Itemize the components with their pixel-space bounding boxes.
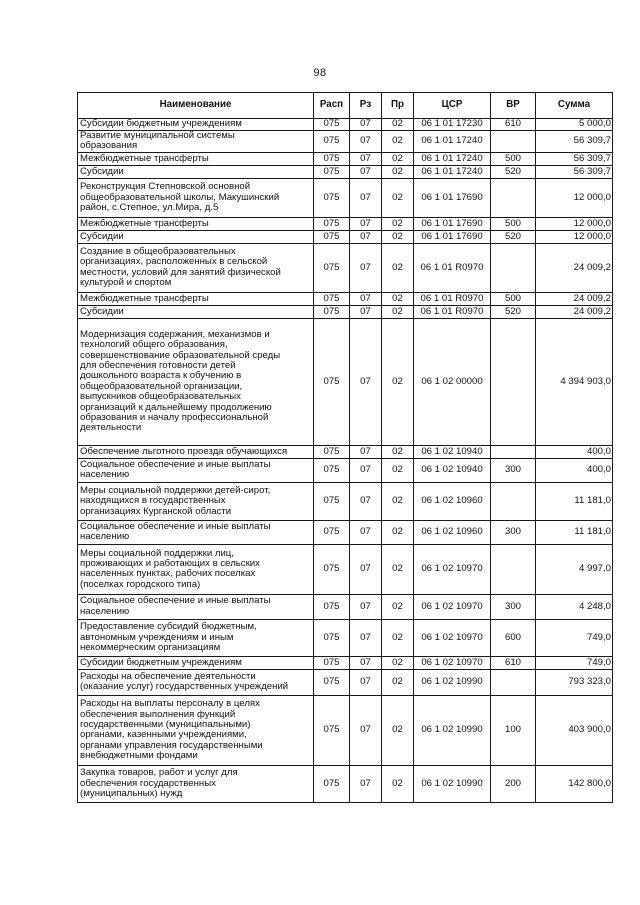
cell-name (78, 305, 314, 318)
cell-name (78, 217, 314, 230)
cell-sum: 403 900,0 (536, 695, 613, 765)
cell-name (78, 458, 314, 482)
cell-sum: 24 009,2 (536, 243, 613, 292)
cell-sum: 56 309,7 (536, 165, 613, 178)
cell-name-line: автономным учреждениям и иным (80, 631, 234, 643)
cell-rasp: 075 (314, 318, 350, 445)
cell-rasp: 075 (314, 131, 350, 153)
cell-name-line: общеобразовательной организации, (80, 380, 243, 392)
header-rz: Рз (350, 93, 382, 119)
cell-sum: 5 000,0 (536, 119, 613, 131)
cell-pr: 02 (382, 217, 414, 230)
cell-rasp: 075 (314, 230, 350, 243)
cell-name-line: Социальное обеспечение и иные выплаты (80, 520, 271, 532)
cell-name-line: Предоставление субсидий бюджетным, (80, 621, 257, 633)
cell-vr (491, 318, 536, 445)
table-header-row (78, 93, 613, 119)
cell-name-line: Межбюджетные трансферты (80, 292, 209, 304)
cell-sum: 4 248,0 (536, 594, 613, 619)
cell-pr: 02 (382, 318, 414, 445)
table-row (78, 243, 613, 292)
header-rasp: Расп (314, 93, 350, 119)
cell-rz: 07 (350, 318, 382, 445)
cell-name-line: Межбюджетные трансферты (80, 217, 209, 229)
table-row (78, 165, 613, 178)
cell-vr (491, 544, 536, 594)
cell-name-line: некоммерческим организациям (80, 642, 221, 654)
cell-sum: 12 000,0 (536, 230, 613, 243)
cell-rasp: 075 (314, 445, 350, 458)
cell-rz: 07 (350, 520, 382, 544)
cell-name-line: государственными (муниципальными) (80, 718, 251, 730)
cell-name (78, 695, 314, 765)
cell-pr: 02 (382, 178, 414, 217)
budget-table (77, 92, 613, 803)
cell-rasp: 075 (314, 482, 350, 520)
cell-vr: 600 (491, 619, 536, 656)
table-row (78, 619, 613, 656)
cell-name (78, 152, 314, 165)
table-row (78, 695, 613, 765)
cell-name-line: Закупка товаров, работ и услуг для (80, 767, 238, 779)
cell-csr: 06 1 01 17230 (414, 119, 491, 131)
cell-rz: 07 (350, 152, 382, 165)
cell-csr: 06 1 02 10940 (414, 458, 491, 482)
cell-sum: 56 309,7 (536, 131, 613, 153)
cell-csr: 06 1 02 10970 (414, 619, 491, 656)
cell-name-line: Субсидии (80, 305, 124, 317)
cell-pr: 02 (382, 165, 414, 178)
cell-name-line: организациях, расположенных в сельской (80, 256, 268, 268)
table-row (78, 217, 613, 230)
cell-pr: 02 (382, 765, 414, 802)
cell-rasp: 075 (314, 544, 350, 594)
cell-name-line: (муниципальных) нужд (80, 788, 183, 800)
cell-sum: 749,0 (536, 619, 613, 656)
cell-rz: 07 (350, 230, 382, 243)
cell-rasp: 075 (314, 695, 350, 765)
cell-vr: 520 (491, 165, 536, 178)
cell-rz: 07 (350, 656, 382, 669)
table-row (78, 230, 613, 243)
cell-rz: 07 (350, 482, 382, 520)
cell-vr (491, 482, 536, 520)
cell-vr: 520 (491, 305, 536, 318)
cell-name-line: Развитие муниципальной системы (80, 130, 235, 141)
header-sum: Сумма (536, 93, 613, 119)
table-row (78, 178, 613, 217)
cell-name-line: выпускников общеобразовательных (80, 391, 241, 403)
cell-name (78, 669, 314, 695)
table-row (78, 458, 613, 482)
cell-name-line: Обеспечение льготного проезда обучающихся (80, 445, 288, 457)
table-row (78, 544, 613, 594)
cell-rasp: 075 (314, 656, 350, 669)
cell-csr: 06 1 01 R0970 (414, 305, 491, 318)
cell-pr: 02 (382, 152, 414, 165)
cell-csr: 06 1 02 10970 (414, 594, 491, 619)
table-row (78, 445, 613, 458)
cell-csr: 06 1 01 R0970 (414, 292, 491, 305)
cell-vr: 300 (491, 458, 536, 482)
cell-pr: 02 (382, 445, 414, 458)
cell-pr: 02 (382, 305, 414, 318)
cell-rz: 07 (350, 292, 382, 305)
cell-rz: 07 (350, 243, 382, 292)
cell-name-line: населению (80, 469, 130, 481)
cell-csr: 06 1 01 R0970 (414, 243, 491, 292)
cell-name (78, 230, 314, 243)
cell-pr: 02 (382, 520, 414, 544)
cell-sum: 56 309,7 (536, 152, 613, 165)
cell-rasp: 075 (314, 669, 350, 695)
header-vr: ВР (491, 93, 536, 119)
cell-name-line: Субсидии (80, 230, 124, 242)
cell-rasp: 075 (314, 152, 350, 165)
cell-csr: 06 1 01 17240 (414, 131, 491, 153)
table-row (78, 131, 613, 153)
cell-sum: 4 997,0 (536, 544, 613, 594)
cell-name (78, 119, 314, 131)
cell-name-line: образования и началу профессиональной (80, 412, 269, 424)
cell-pr: 02 (382, 458, 414, 482)
header-name: Наименование (78, 93, 314, 119)
cell-rz: 07 (350, 445, 382, 458)
cell-name (78, 765, 314, 802)
cell-name-line: обеспечения государственных (80, 777, 216, 789)
cell-pr: 02 (382, 243, 414, 292)
cell-rz: 07 (350, 765, 382, 802)
table-row (78, 152, 613, 165)
cell-vr: 500 (491, 292, 536, 305)
cell-rz: 07 (350, 119, 382, 131)
cell-name (78, 619, 314, 656)
cell-name-line: Субсидии бюджетным учреждениям (80, 656, 242, 668)
cell-sum: 11 181,0 (536, 520, 613, 544)
cell-rz: 07 (350, 217, 382, 230)
cell-rasp: 075 (314, 305, 350, 318)
cell-pr: 02 (382, 669, 414, 695)
cell-csr: 06 1 02 00000 (414, 318, 491, 445)
cell-pr: 02 (382, 619, 414, 656)
cell-sum: 12 000,0 (536, 178, 613, 217)
cell-name-line: Создание в общеобразовательных (80, 246, 236, 257)
cell-vr (491, 669, 536, 695)
cell-name-line: населенных пунктах, рабочих поселках (80, 568, 256, 580)
cell-name-line: находящихся в государственных (80, 495, 226, 507)
cell-name-line: Меры социальной поддержки детей-сирот, (80, 484, 271, 496)
cell-name (78, 520, 314, 544)
cell-rz: 07 (350, 619, 382, 656)
cell-name-line: Расходы на выплаты персоналу в целях (80, 698, 260, 710)
cell-pr: 02 (382, 131, 414, 153)
cell-csr: 06 1 02 10990 (414, 695, 491, 765)
cell-vr: 500 (491, 217, 536, 230)
cell-name-line: Субсидии бюджетным учреждениям (80, 118, 242, 130)
cell-rasp: 075 (314, 520, 350, 544)
cell-name (78, 243, 314, 292)
cell-csr: 06 1 01 17690 (414, 230, 491, 243)
cell-pr: 02 (382, 656, 414, 669)
cell-sum: 4 394 903,0 (536, 318, 613, 445)
cell-pr: 02 (382, 230, 414, 243)
cell-pr: 02 (382, 594, 414, 619)
cell-name (78, 178, 314, 217)
cell-csr: 06 1 01 17690 (414, 178, 491, 217)
cell-vr: 610 (491, 119, 536, 131)
cell-vr (491, 243, 536, 292)
cell-rz: 07 (350, 458, 382, 482)
cell-vr (491, 131, 536, 153)
cell-csr: 06 1 02 10970 (414, 656, 491, 669)
cell-name-line: (поселках городского типа) (80, 578, 201, 590)
cell-name-line: местности, условий для занятий физической (80, 266, 281, 278)
cell-name (78, 318, 314, 445)
cell-csr: 06 1 02 10940 (414, 445, 491, 458)
table-row (78, 119, 613, 131)
cell-name-line: Меры социальной поддержки лиц, (80, 547, 234, 559)
cell-name-line: Межбюджетные трансферты (80, 152, 209, 164)
cell-rasp: 075 (314, 178, 350, 217)
cell-name-line: культурой и спортом (80, 277, 172, 289)
table-row (78, 318, 613, 445)
cell-name-line: обеспечения выполнения функций (80, 708, 236, 720)
cell-name (78, 131, 314, 153)
cell-name (78, 165, 314, 178)
cell-sum: 24 009,2 (536, 292, 613, 305)
cell-rz: 07 (350, 165, 382, 178)
cell-name-line: внебюджетными фондами (80, 750, 198, 762)
cell-pr: 02 (382, 119, 414, 131)
cell-name-line: деятельности (80, 422, 142, 434)
cell-csr: 06 1 01 17240 (414, 165, 491, 178)
cell-csr: 06 1 02 10990 (414, 669, 491, 695)
cell-rasp: 075 (314, 119, 350, 131)
cell-name (78, 445, 314, 458)
cell-name (78, 482, 314, 520)
cell-name-line: технологий общего образования, (80, 339, 228, 351)
cell-vr: 200 (491, 765, 536, 802)
cell-vr: 610 (491, 656, 536, 669)
header-csr: ЦСР (414, 93, 491, 119)
table-row (78, 594, 613, 619)
cell-sum: 793 323,0 (536, 669, 613, 695)
table-row (78, 520, 613, 544)
cell-vr (491, 178, 536, 217)
cell-rz: 07 (350, 695, 382, 765)
cell-name-line: Реконструкция Степновской основной (80, 181, 251, 193)
cell-name (78, 656, 314, 669)
cell-name-line: проживающих и работающих в сельских (80, 557, 260, 569)
table-row (78, 669, 613, 695)
cell-name-line: общеобразовательной школы, Макушинский (80, 191, 280, 203)
cell-name-line: совершенствование образовательной среды (80, 349, 281, 361)
cell-name-line: населению (80, 605, 130, 617)
cell-rasp: 075 (314, 619, 350, 656)
cell-rasp: 075 (314, 765, 350, 802)
cell-name-line: Субсидии (80, 165, 124, 177)
table-row (78, 656, 613, 669)
cell-sum: 11 181,0 (536, 482, 613, 520)
cell-rasp: 075 (314, 217, 350, 230)
cell-sum: 12 000,0 (536, 217, 613, 230)
cell-vr: 100 (491, 695, 536, 765)
cell-vr: 300 (491, 520, 536, 544)
table-body (78, 119, 613, 803)
cell-name-line: (оказание услуг) государственных учреждений (80, 681, 289, 693)
table-row (78, 292, 613, 305)
cell-sum: 24 009,2 (536, 305, 613, 318)
cell-sum: 142 800,0 (536, 765, 613, 802)
table-row (78, 482, 613, 520)
cell-csr: 06 1 02 10990 (414, 765, 491, 802)
cell-name-line: населению (80, 531, 130, 543)
cell-rasp: 075 (314, 292, 350, 305)
cell-vr: 300 (491, 594, 536, 619)
cell-rz: 07 (350, 305, 382, 318)
cell-vr (491, 445, 536, 458)
cell-name-line: район, с.Степное, ул.Мира, д.5 (80, 202, 219, 214)
cell-rz: 07 (350, 178, 382, 217)
cell-csr: 06 1 02 10960 (414, 482, 491, 520)
page-number: 98 (313, 67, 327, 79)
cell-name (78, 544, 314, 594)
cell-vr: 500 (491, 152, 536, 165)
cell-pr: 02 (382, 482, 414, 520)
header-pr: Пр (382, 93, 414, 119)
cell-name-line: Расходы на обеспечение деятельности (80, 670, 256, 682)
cell-sum: 400,0 (536, 458, 613, 482)
cell-rasp: 075 (314, 165, 350, 178)
cell-csr: 06 1 01 17690 (414, 217, 491, 230)
cell-name-line: Социальное обеспечение и иные выплаты (80, 458, 271, 470)
cell-pr: 02 (382, 544, 414, 594)
cell-name (78, 594, 314, 619)
cell-name (78, 292, 314, 305)
cell-rz: 07 (350, 669, 382, 695)
table-row (78, 765, 613, 802)
table-row (78, 305, 613, 318)
cell-sum: 400,0 (536, 445, 613, 458)
cell-rz: 07 (350, 594, 382, 619)
cell-name-line: органами управления государственными (80, 739, 263, 751)
cell-vr: 520 (491, 230, 536, 243)
cell-csr: 06 1 01 17240 (414, 152, 491, 165)
cell-rz: 07 (350, 131, 382, 153)
cell-name-line: органами, казенными учреждениями, (80, 729, 247, 741)
cell-pr: 02 (382, 695, 414, 765)
cell-rasp: 075 (314, 458, 350, 482)
cell-sum: 749,0 (536, 656, 613, 669)
cell-csr: 06 1 02 10960 (414, 520, 491, 544)
cell-name-line: организациях Курганской области (80, 505, 232, 517)
cell-rz: 07 (350, 544, 382, 594)
cell-name-line: образования (80, 140, 138, 152)
cell-rasp: 075 (314, 594, 350, 619)
cell-name-line: Модернизация содержания, механизмов и (80, 328, 270, 340)
cell-name-line: Социальное обеспечение и иные выплаты (80, 595, 271, 607)
cell-name-line: для обеспечения готовности детей (80, 360, 236, 371)
cell-pr: 02 (382, 292, 414, 305)
cell-name-line: дошкольного возраста к обучению в (80, 370, 242, 382)
cell-csr: 06 1 02 10970 (414, 544, 491, 594)
cell-rasp: 075 (314, 243, 350, 292)
cell-name-line: организаций к дальнейшему продолжению (80, 401, 272, 413)
